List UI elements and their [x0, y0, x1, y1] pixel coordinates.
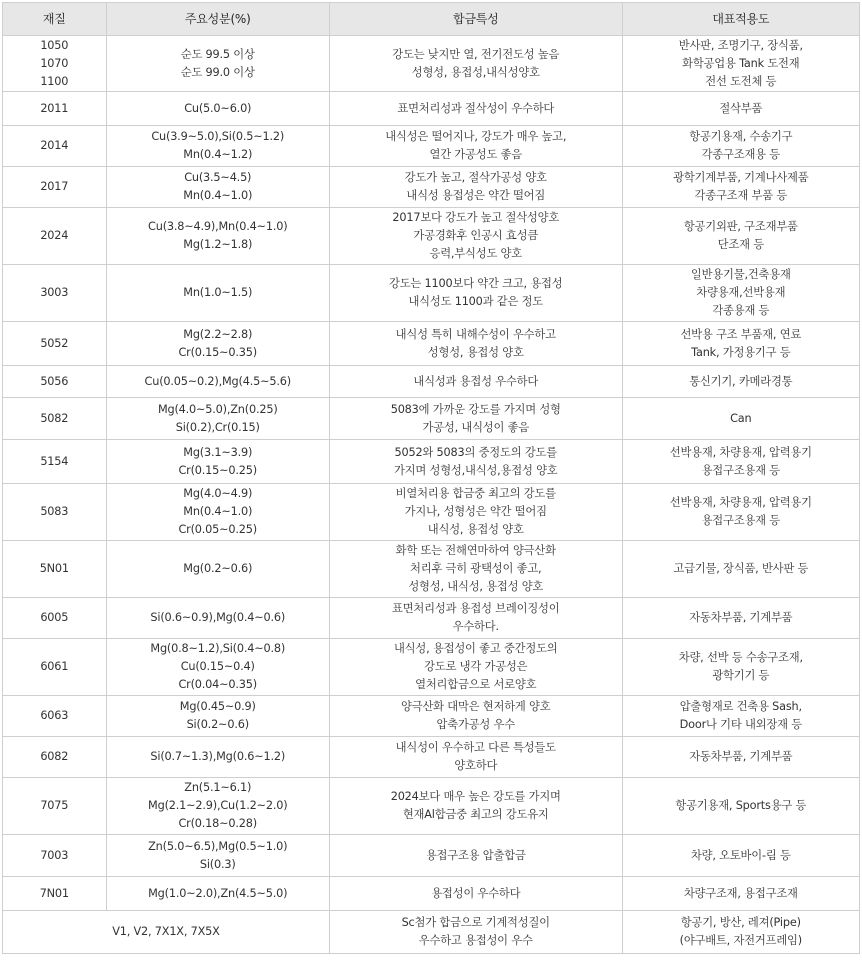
properties-cell [329, 639, 622, 696]
composition-cell-line: Cr(0.15~0.35) [178, 345, 257, 359]
alloy-table [2, 2, 860, 954]
table-row [3, 877, 860, 911]
composition-cell [106, 737, 329, 778]
grade-cell-line: 5056 [40, 374, 69, 388]
table-row [3, 911, 860, 954]
properties-cell [329, 737, 622, 778]
properties-cell-line: 표면처리성과 용접성 브레이징성이 [392, 602, 560, 615]
properties-cell [329, 398, 622, 440]
composition-cell [106, 92, 329, 126]
composition-cell-line: Cu(0.15~0.4) [180, 660, 255, 673]
uses-cell [622, 639, 859, 696]
uses-cell [622, 167, 859, 208]
properties-cell [329, 484, 622, 541]
uses-cell-line: 차량, 선박 등 수송구조재, [678, 651, 803, 664]
table-row [3, 541, 860, 598]
properties-cell [329, 265, 622, 322]
composition-cell-line: Mn(1.0~1.5) [183, 286, 253, 299]
composition-cell-line: Mg(0.2~0.6) [183, 562, 253, 575]
uses-cell-line: 차량, 오토바이-림 등 [690, 848, 791, 862]
properties-cell-line: 열간 가공성도 좋음 [429, 148, 522, 161]
uses-cell-line: Can [730, 411, 752, 425]
properties-cell-line: 내식성 특히 내해수성이 우수하고 [395, 327, 556, 341]
grade-cell-line: 6082 [40, 750, 69, 763]
uses-cell-line: 절삭부품 [719, 101, 763, 115]
properties-cell-line: 표면처리성과 절삭성이 우수하다 [397, 101, 555, 115]
composition-cell-line: Zn(5.1~6.1) [184, 781, 252, 794]
composition-cell-line: Mg(0.45~0.9) [179, 700, 256, 713]
properties-cell-line: 화학 또는 전해연마하여 양극산화 [395, 544, 556, 557]
properties-cell [329, 696, 622, 737]
uses-cell-line: 통신기기, 카메라경통 [689, 374, 793, 388]
composition-cell [106, 778, 329, 835]
uses-cell-line: Door나 기타 내외장재 등 [679, 718, 802, 731]
grade-cell [3, 322, 107, 366]
grade-cell-line: 5N01 [39, 562, 69, 575]
uses-cell [622, 126, 859, 167]
uses-cell-line: 일반용기물,건축용재 [690, 268, 791, 281]
composition-cell-line: Cu(3.8~4.9),Mn(0.4~1.0) [148, 220, 288, 233]
properties-cell-line: 강도는 낮지만 열, 전기전도성 높음 [392, 47, 560, 61]
table-row [3, 598, 860, 639]
composition-cell-line: Mn(0.4~1.0) [183, 505, 253, 518]
composition-cell [106, 322, 329, 366]
properties-cell-line: 5052와 5083의 중정도의 강도를 [394, 445, 557, 459]
properties-cell-line: 2024보다 매우 높은 강도를 가지며 [390, 790, 561, 803]
composition-cell-line: Mg(2.1~2.9),Cu(1.2~2.0) [148, 799, 288, 812]
composition-cell-line: Cu(5.0~6.0) [184, 101, 252, 115]
uses-cell-line: 고급기물, 장식품, 반사판 등 [673, 562, 809, 575]
grade-cell [3, 36, 107, 92]
table-row [3, 639, 860, 696]
properties-cell [329, 167, 622, 208]
grade-cell-line: 6063 [40, 709, 69, 722]
grade-cell [3, 598, 107, 639]
composition-cell-line: Si(0.2),Cr(0.15) [175, 420, 260, 434]
properties-cell [329, 208, 622, 265]
uses-cell [622, 265, 859, 322]
composition-cell-line: Cr(0.04~0.35) [178, 678, 257, 691]
uses-cell-line: 전선 도전체 등 [705, 74, 777, 88]
uses-cell-line: 차량구조재, 용접구조재 [683, 886, 798, 900]
grade-cell-line: 7075 [40, 799, 69, 812]
grade-cell [3, 92, 107, 126]
properties-cell [329, 778, 622, 835]
composition-cell-line: Mg(0.8~1.2),Si(0.4~0.8) [150, 642, 286, 655]
composition-cell-line: Zn(5.0~6.5),Mg(0.5~1.0) [148, 839, 288, 853]
uses-cell [622, 737, 859, 778]
properties-cell-line: 성형성, 용접성,내식성양호 [411, 65, 540, 79]
composition-cell-line: Cu(3.5~4.5) [184, 171, 252, 184]
table-row [3, 36, 860, 92]
properties-cell [329, 126, 622, 167]
properties-cell [329, 911, 622, 954]
properties-cell-line: 내식성, 용접성이 좋고 중간정도의 [393, 642, 558, 655]
uses-cell-line: 각종구조재용 등 [701, 148, 780, 161]
properties-cell-line: Sc첨가 합금으로 기계적성질이 [401, 916, 550, 929]
properties-cell [329, 835, 622, 877]
composition-cell-line: Mg(3.1~3.9) [183, 445, 253, 459]
grade-cell [3, 877, 107, 911]
table-row [3, 484, 860, 541]
uses-cell-line: 항공기외판, 구조재부품 [683, 220, 798, 233]
header-composition: 주요성분(%) [106, 3, 329, 36]
grade-cell-line: 5083 [40, 505, 69, 518]
properties-cell-line: 내식성 용접성은 약간 떨어짐 [406, 189, 546, 202]
table-row [3, 167, 860, 208]
properties-cell [329, 877, 622, 911]
grade-cell-line: 5052 [40, 336, 69, 350]
properties-cell-line: 비열처리용 합금중 최고의 강도를 [395, 487, 556, 500]
uses-cell [622, 696, 859, 737]
grade-cell-line: 2024 [40, 229, 69, 242]
uses-cell-line: Tank, 가정용기구 등 [691, 345, 791, 359]
uses-cell-line: 선박용 구조 부품재, 연료 [680, 327, 802, 341]
uses-cell-line: 압출형재로 건축용 Sash, [679, 700, 802, 713]
composition-cell [106, 484, 329, 541]
uses-cell-line: 선박용재, 차량용재, 압력용기 [669, 445, 812, 459]
composition-cell [106, 167, 329, 208]
properties-cell-line: 처리후 극히 광택성이 좋고, [410, 562, 542, 575]
uses-cell-line: 항공기용재, Sports용구 등 [675, 799, 807, 812]
composition-cell-line: Cu(0.05~0.2),Mg(4.5~5.6) [144, 374, 291, 388]
uses-cell-line: 자동차부품, 기계부품 [689, 750, 793, 763]
grade-cell [3, 167, 107, 208]
composition-cell [106, 126, 329, 167]
table-row [3, 398, 860, 440]
composition-cell [106, 208, 329, 265]
uses-cell-line: 반사판, 조명기구, 장식품, [678, 38, 803, 52]
properties-cell-line: 가지며 성형성,내식성,용접성 양호 [393, 463, 558, 477]
uses-cell-line: 항공기용재, 수송기구 [689, 130, 793, 143]
grade-cell [3, 265, 107, 322]
properties-cell-line: 용접성이 우수하다 [431, 886, 521, 900]
uses-cell [622, 366, 859, 398]
properties-cell [329, 598, 622, 639]
uses-cell-line: 자동차부품, 기계부품 [689, 611, 793, 624]
properties-cell-line: 내식성도 1100과 같은 정도 [408, 295, 544, 308]
header-grade: 재질 [3, 3, 107, 36]
composition-cell-line: Si(0.3) [199, 857, 236, 871]
grade-cell-line: 5154 [40, 454, 69, 468]
properties-cell-line: 가공성, 내식성이 좋음 [422, 420, 530, 434]
table-row [3, 440, 860, 484]
grade-cell [3, 778, 107, 835]
header-properties: 합금특성 [329, 3, 622, 36]
table-row [3, 208, 860, 265]
properties-cell-line: 내식성, 용접성 양호 [427, 523, 524, 536]
grade-cell-line: 2014 [40, 139, 69, 152]
composition-cell-line: Cr(0.18~0.28) [178, 817, 257, 830]
composition-cell [106, 639, 329, 696]
composition-cell-line: Mg(4.0~5.0),Zn(0.25) [157, 402, 278, 416]
composition-cell [106, 265, 329, 322]
uses-cell-line: 화학공업용 Tank 도전재 [682, 56, 800, 70]
uses-cell [622, 322, 859, 366]
header-row [3, 3, 860, 36]
composition-cell [106, 440, 329, 484]
uses-cell-line: 광학기기 등 [712, 669, 770, 682]
uses-cell [622, 598, 859, 639]
composition-cell [106, 541, 329, 598]
uses-cell [622, 208, 859, 265]
uses-cell [622, 440, 859, 484]
table-row [3, 265, 860, 322]
composition-cell [106, 598, 329, 639]
properties-cell-line: 강도는 1100보다 약간 크고, 용접성 [389, 277, 563, 290]
grade-cell [3, 541, 107, 598]
grade-cell [3, 835, 107, 877]
properties-cell-line: 성형성, 용접성 양호 [427, 345, 524, 359]
properties-cell [329, 92, 622, 126]
grade-cell [3, 484, 107, 541]
table-row [3, 322, 860, 366]
grade-cell [3, 737, 107, 778]
uses-cell-line: (야구배트, 자전거프레임) [679, 934, 802, 947]
grade-cell-line: 7003 [40, 848, 69, 862]
table-row [3, 696, 860, 737]
uses-cell [622, 778, 859, 835]
properties-cell-line: 내식성이 우수하고 다른 특성들도 [395, 741, 556, 754]
grade-cell [3, 440, 107, 484]
uses-cell-line: 각종용재 등 [712, 304, 770, 317]
composition-cell-line: Cr(0.15~0.25) [178, 463, 257, 477]
properties-cell-line: 강도로 냉각 가공성은 [424, 660, 528, 673]
properties-cell-line: 현재Al합금중 최고의 강도유지 [402, 808, 549, 821]
uses-cell [622, 398, 859, 440]
composition-cell [106, 366, 329, 398]
grade-cell [3, 639, 107, 696]
grade-cell [3, 696, 107, 737]
properties-cell-line: 가공경화후 인공시 효성큼 [413, 229, 539, 242]
composition-cell-line: 순도 99.5 이상 [180, 47, 255, 61]
composition-cell-line: Mg(1.0~2.0),Zn(4.5~5.0) [148, 886, 288, 900]
uses-cell [622, 877, 859, 911]
uses-cell-line: 각종구조재 부품 등 [694, 189, 788, 202]
grade-cell-line: 6061 [40, 660, 69, 673]
composition-cell-line: Mn(0.4~1.0) [183, 189, 253, 202]
properties-cell-line: 2017보다 강도가 높고 절삭성양호 [392, 211, 560, 224]
uses-cell [622, 835, 859, 877]
header-uses: 대표적용도 [622, 3, 859, 36]
properties-cell-line: 5083에 가까운 강도를 가지며 성형 [390, 402, 561, 416]
table-row [3, 778, 860, 835]
properties-cell-line: 강도가 높고, 절삭가공성 양호 [404, 171, 547, 184]
uses-cell-line: 차량용재,선박용재 [696, 286, 786, 299]
composition-cell [106, 398, 329, 440]
composition-cell [106, 877, 329, 911]
uses-cell-line: 선박용재, 차량용재, 압력용기 [669, 496, 812, 509]
properties-cell-line: 가지나, 성형성은 약간 떨어짐 [404, 505, 547, 518]
properties-cell-line: 우수하다. [452, 620, 499, 633]
uses-cell [622, 36, 859, 92]
grade-composition-cell-line: V1, V2, 7X1X, 7X5X [112, 925, 220, 938]
properties-cell-line: 양극산화 대막은 현저하게 양호 [401, 700, 551, 713]
composition-cell-line: Si(0.2~0.6) [186, 718, 249, 731]
properties-cell-line: 응력,부식성도 양호 [429, 247, 522, 260]
composition-cell-line: 순도 99.0 이상 [180, 65, 255, 79]
properties-cell-line: 내식성은 떨어지나, 강도가 매우 높고, [385, 130, 567, 143]
properties-cell-line: 성형성, 내식성, 용접성 양호 [408, 580, 544, 593]
composition-cell-line: Si(0.7~1.3),Mg(0.6~1.2) [150, 750, 286, 763]
properties-cell-line: 우수하고 용접성이 우수 [418, 934, 533, 947]
grade-cell [3, 126, 107, 167]
properties-cell [329, 541, 622, 598]
properties-cell-line: 열처리합금으로 서로양호 [415, 678, 537, 691]
grade-cell-line: 7N01 [39, 886, 69, 900]
table-row [3, 366, 860, 398]
grade-cell-line: 5082 [40, 411, 69, 425]
properties-cell [329, 322, 622, 366]
grade-cell [3, 366, 107, 398]
composition-cell [106, 835, 329, 877]
table-row [3, 126, 860, 167]
properties-cell-line: 내식성과 용접성 우수하다 [413, 374, 539, 388]
table-row [3, 835, 860, 877]
properties-cell-line: 용접구조용 압출합금 [425, 848, 526, 862]
properties-cell [329, 440, 622, 484]
composition-cell [106, 36, 329, 92]
grade-cell-line: 1050 [40, 38, 69, 52]
composition-cell-line: Mn(0.4~1.2) [183, 148, 253, 161]
uses-cell [622, 911, 859, 954]
uses-cell-line: 단조재 등 [717, 238, 764, 251]
uses-cell [622, 541, 859, 598]
uses-cell-line: 용접구조용재 등 [701, 514, 780, 527]
grade-cell-line: 2017 [40, 180, 69, 193]
uses-cell-line: 광학기계부품, 기계나사제품 [673, 171, 809, 184]
composition-cell-line: Cr(0.05~0.25) [178, 523, 257, 536]
properties-cell-line: 압축가공성 우수 [436, 718, 515, 731]
composition-cell-line: Si(0.6~0.9),Mg(0.4~0.6) [150, 611, 286, 624]
grade-cell-line: 3003 [40, 286, 69, 299]
table-row [3, 737, 860, 778]
uses-cell-line: 항공기, 방산, 레져(Pipe) [680, 916, 801, 929]
grade-composition-cell [3, 911, 330, 954]
grade-cell-line: 1100 [40, 74, 69, 88]
uses-cell-line: 용접구조용재 등 [701, 463, 780, 477]
properties-cell-line: 양호하다 [454, 759, 498, 772]
uses-cell [622, 92, 859, 126]
properties-cell [329, 36, 622, 92]
grade-cell-line: 1070 [40, 56, 69, 70]
grade-cell [3, 398, 107, 440]
composition-cell-line: Mg(2.2~2.8) [183, 327, 253, 341]
composition-cell-line: Mg(4.0~4.9) [183, 487, 253, 500]
table-row [3, 92, 860, 126]
uses-cell [622, 484, 859, 541]
composition-cell-line: Mg(1.2~1.8) [183, 238, 253, 251]
grade-cell [3, 208, 107, 265]
composition-cell [106, 696, 329, 737]
properties-cell [329, 366, 622, 398]
grade-cell-line: 6005 [40, 611, 69, 624]
grade-cell-line: 2011 [40, 101, 69, 115]
composition-cell-line: Cu(3.9~5.0),Si(0.5~1.2) [151, 130, 285, 143]
